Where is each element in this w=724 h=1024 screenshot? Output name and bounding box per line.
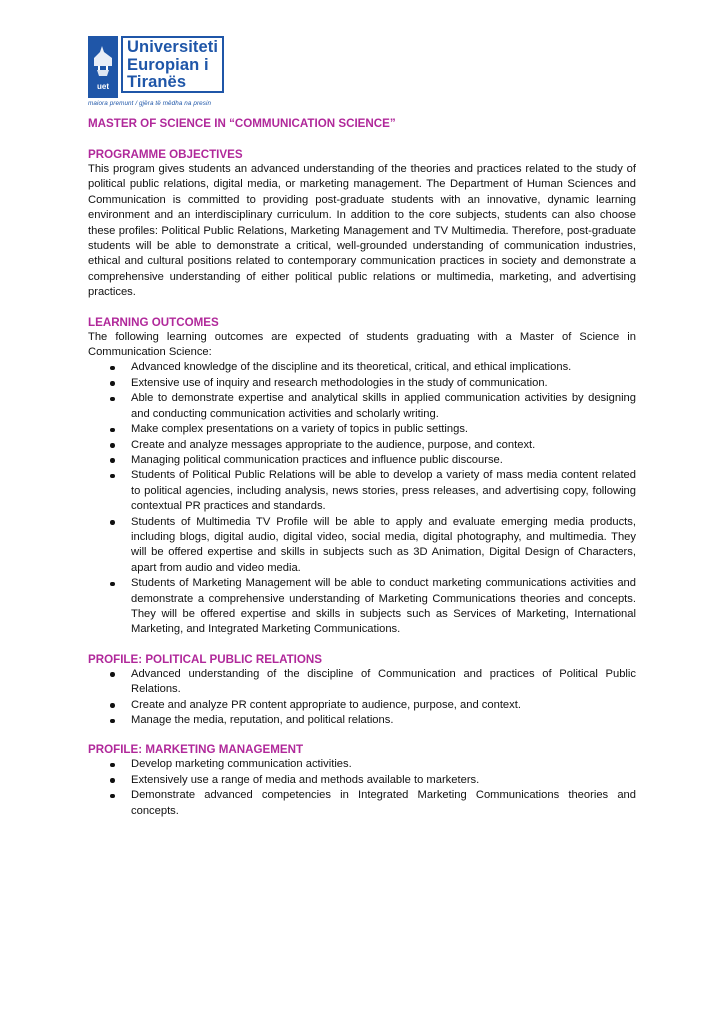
outcomes-list: [88, 360, 636, 637]
list-item: Students of Multimedia TV Profile will be able to apply and evaluate emerging media products, including blogs, digital audio, digital video, social media, digital photography, and multimedia. They will be offered expertise and skills in subjects such as 3D Animation, Digital Design of Characters, apart from audio and video media.: [88, 515, 636, 577]
university-name-box: [121, 36, 224, 93]
logo-line-3: Tiranës: [127, 73, 187, 91]
list-item: Able to demonstrate expertise and analytical skills in applied communication activities by designing and conducting communication activities and scholarly writing.: [88, 391, 636, 422]
outcomes-heading: LEARNING OUTCOMES: [88, 315, 219, 329]
mm-list: [88, 757, 636, 819]
university-emblem-icon: [88, 36, 118, 98]
logo-line-2: Europian i: [127, 55, 209, 74]
document-title: MASTER OF SCIENCE IN “COMMUNICATION SCIENCE”: [88, 117, 396, 130]
list-item: Students of Marketing Management will be able to conduct marketing communications activities and demonstrate a comprehensive understanding of Marketing Communications theories and concepts. They will be offered expertise and skills in subjects such as Services of Marketing, International Marketing, and Integrated Marketing Communications.: [88, 576, 636, 638]
list-item: Demonstrate advanced competencies in Integrated Marketing Communications theories and concepts.: [88, 788, 636, 819]
list-item: Manage the media, reputation, and political relations.: [88, 713, 636, 728]
mm-heading: PROFILE: MARKETING MANAGEMENT: [88, 743, 304, 757]
emblem-letters: uet: [97, 82, 109, 91]
list-item: Extensive use of inquiry and research methodologies in the study of communication.: [88, 376, 636, 391]
logo-motto: maiora premunt / gjëra të mëdha na presin: [88, 100, 212, 107]
objectives-heading: PROGRAMME OBJECTIVES: [88, 148, 243, 161]
list-item: Develop marketing communication activities.: [88, 757, 636, 772]
list-item: Advanced knowledge of the discipline and its theoretical, critical, and ethical implications.: [88, 360, 636, 375]
document-page: [88, 36, 636, 819]
list-item: Students of Political Public Relations will be able to develop a variety of mass media content related to political agencies, including analysis, news stories, press releases, and advertising copy, following contextual PR practices and standards.: [88, 468, 636, 514]
outcomes-intro: The following learning outcomes are expected of students graduating with a Master of Science in Communication Science:: [88, 330, 636, 359]
ppr-list: [88, 667, 636, 729]
objectives-paragraph: This program gives students an advanced understanding of the theories and practices related to the study of political public relations, digital media, or marketing management. The Department of Human Sciences and Communication is committed to providing post-graduate students with an innovative, dynamic learning environment and an interdisciplinary curriculum. In addition to the core subjects, students can also choose these profiles: Political Public Relations, Marketing Management and TV Multimedia. Therefore, post-graduate students will be able to demonstrate a critical, well-grounded understanding of communication industries, ethical and cultural positions related to contemporary communication practices in society and demonstrate a comprehensive understanding of either political public relations or multimedia, marketing, and advertising practices.: [88, 163, 636, 299]
ppr-heading: PROFILE: POLITICAL PUBLIC RELATIONS: [88, 652, 323, 666]
list-item: Managing political communication practices and influence public discourse.: [88, 453, 636, 468]
university-logo: [88, 36, 636, 98]
list-item: Make complex presentations on a variety of topics in public settings.: [88, 422, 636, 437]
list-item: Advanced understanding of the discipline of Communication and practices of Political Public Relations.: [88, 667, 636, 698]
list-item: Create and analyze messages appropriate to the audience, purpose, and context.: [88, 438, 636, 453]
list-item: Extensively use a range of media and methods available to marketers.: [88, 773, 636, 788]
list-item: Create and analyze PR content appropriate to audience, purpose, and context.: [88, 698, 636, 713]
logo-line-1: Universiteti: [127, 38, 219, 56]
